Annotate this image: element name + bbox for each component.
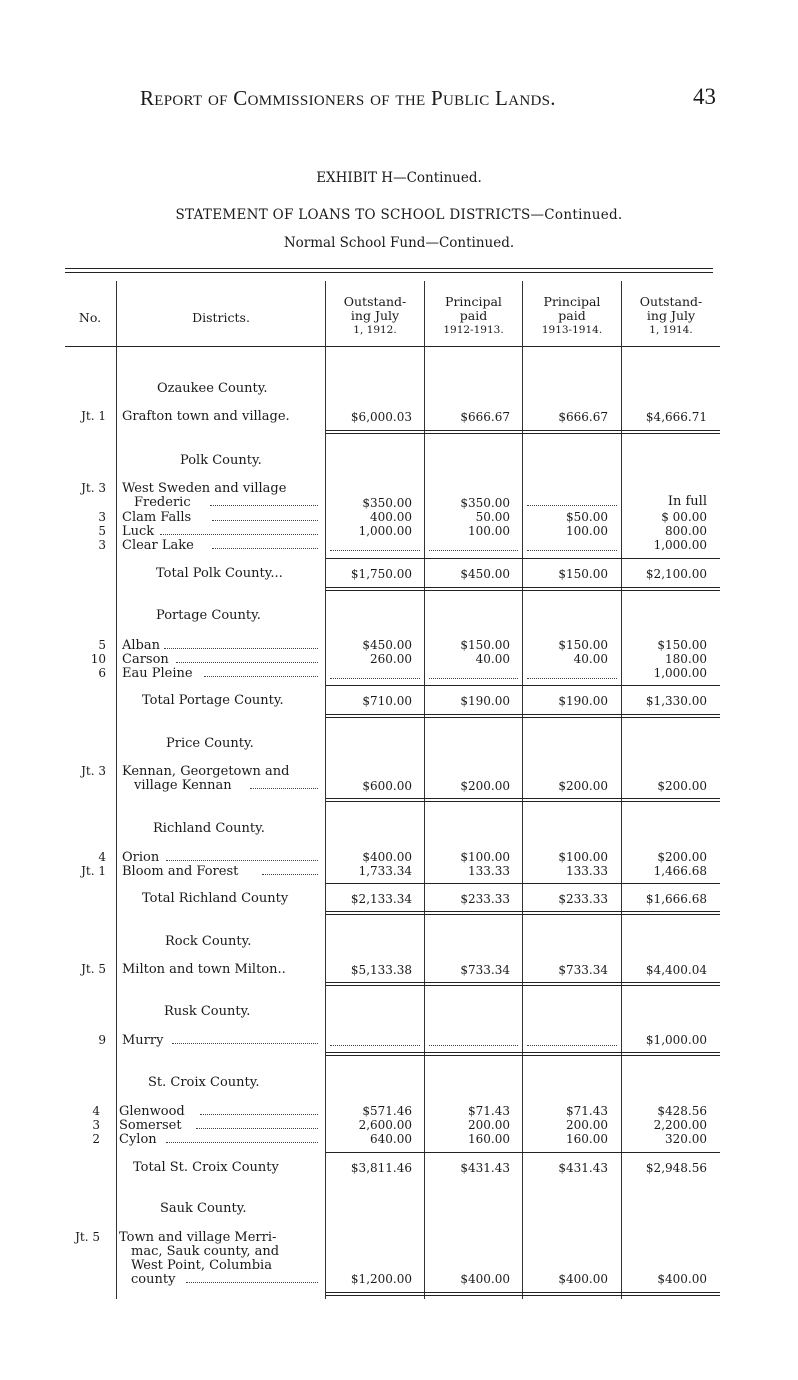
statement-title: STATEMENT OF LOANS TO SCHOOL DISTRICTS—Continued. [175, 207, 623, 223]
total-rule-top [326, 1152, 720, 1153]
total-label: Total Portage County. [142, 693, 284, 708]
district-name: Town and village Merri- [119, 1230, 277, 1245]
amount-paid1914: 100.00 [566, 524, 608, 538]
leader-dots [250, 788, 318, 789]
total-rule-top [326, 558, 720, 559]
district-number: 4 [98, 850, 106, 864]
district-name: Bloom and Forest [122, 864, 239, 879]
section-rule [326, 1055, 720, 1056]
amount-paid1913: $733.34 [460, 963, 510, 977]
amount-out1912: $6,000.03 [350, 410, 412, 424]
amount-out1912: $400.00 [362, 850, 412, 864]
amount-out1912: $1,200.00 [350, 1272, 412, 1286]
amount-paid1914: $200.00 [558, 779, 608, 793]
amount-out1914: $150.00 [657, 638, 707, 652]
district-number: Jt. 5 [75, 1230, 100, 1244]
section-rule [326, 717, 720, 718]
amount-out1912: $600.00 [362, 779, 412, 793]
leader-dots [200, 1114, 318, 1115]
district-number: Jt. 5 [81, 962, 106, 976]
total-out1912: $710.00 [362, 694, 412, 708]
leader-dots [196, 1128, 318, 1129]
total-out1914: $1,330.00 [645, 694, 707, 708]
district-name-cont: Frederic [134, 495, 191, 510]
section-rule [326, 914, 720, 915]
amount-paid1914: $71.43 [566, 1104, 608, 1118]
section-rule [326, 911, 720, 912]
section-rule [326, 985, 720, 986]
empty-dots [527, 505, 617, 506]
amount-out1912: 2,600.00 [358, 1118, 412, 1132]
district-name: Cylon [119, 1132, 157, 1147]
district-number: 6 [98, 666, 106, 680]
county-heading: Rusk County. [164, 1004, 251, 1019]
total-paid1913: $450.00 [460, 567, 510, 581]
district-name: West Sweden and village [122, 481, 287, 496]
amount-paid1913: 40.00 [475, 652, 510, 666]
district-name-cont: village Kennan [134, 778, 232, 793]
amount-paid1913: $350.00 [460, 496, 510, 510]
col-header-paid1914: Principal paid 1913-1914. [541, 294, 603, 336]
amount-out1912: $5,133.38 [350, 963, 412, 977]
total-paid1914: $150.00 [558, 567, 608, 581]
amount-paid1914: 200.00 [566, 1118, 608, 1132]
total-label: Total Richland County [142, 891, 289, 906]
leader-dots [212, 520, 318, 521]
section-rule [326, 587, 720, 588]
col-header-paid1913: Principal paid 1912-1913. [443, 294, 504, 336]
amount-out1912: 640.00 [370, 1132, 412, 1146]
empty-dots [429, 678, 518, 679]
district-name-cont: mac, Sauk county, and [131, 1244, 280, 1259]
section-rule [326, 798, 720, 799]
amount-out1914: 180.00 [665, 652, 707, 666]
amount-out1914: $4,400.04 [645, 963, 707, 977]
district-name: Orion [122, 850, 160, 865]
amount-paid1914: $666.67 [558, 410, 608, 424]
leader-dots [204, 676, 318, 677]
amount-out1912: $350.00 [362, 496, 412, 510]
district-name: Somerset [119, 1118, 182, 1133]
total-out1912: $3,811.46 [350, 1161, 412, 1175]
total-paid1913: $233.33 [460, 892, 510, 906]
district-name-cont: West Point, Columbia [131, 1258, 272, 1273]
leader-dots [166, 1142, 318, 1143]
empty-dots [330, 1045, 420, 1046]
amount-out1914: 1,466.68 [653, 864, 707, 878]
empty-dots [330, 678, 420, 679]
amount-out1914: In full [667, 494, 707, 509]
district-name: Kennan, Georgetown and [122, 764, 290, 779]
amount-out1912: 400.00 [370, 510, 412, 524]
amount-out1914: 800.00 [665, 524, 707, 538]
total-rule-top [326, 685, 720, 686]
district-number: 10 [90, 652, 106, 666]
district-name: Glenwood [119, 1104, 185, 1119]
amount-out1914: $200.00 [657, 850, 707, 864]
col-header-no: No. [78, 310, 102, 325]
total-paid1914: $233.33 [558, 892, 608, 906]
amount-paid1913: 133.33 [468, 864, 510, 878]
amount-out1914: $400.00 [657, 1272, 707, 1286]
leader-dots [172, 1043, 318, 1044]
amount-out1912: $450.00 [362, 638, 412, 652]
total-paid1914: $431.43 [558, 1161, 608, 1175]
section-rule [326, 801, 720, 802]
amount-out1912: 1,733.34 [358, 864, 412, 878]
district-number: 5 [98, 638, 106, 652]
section-rule [326, 714, 720, 715]
section-rule [326, 433, 720, 434]
amount-paid1914: $100.00 [558, 850, 608, 864]
total-paid1913: $431.43 [460, 1161, 510, 1175]
county-heading: Sauk County. [160, 1201, 247, 1216]
total-paid1913: $190.00 [460, 694, 510, 708]
leader-dots [262, 874, 318, 875]
col-divider-1 [116, 281, 117, 1299]
empty-dots [527, 550, 617, 551]
district-name: Clam Falls [122, 510, 192, 525]
district-name: Alban [122, 638, 160, 653]
amount-paid1913: 100.00 [468, 524, 510, 538]
amount-paid1913: 160.00 [468, 1132, 510, 1146]
amount-paid1913: $666.67 [460, 410, 510, 424]
leader-dots [186, 1282, 318, 1283]
county-heading: Ozaukee County. [157, 381, 268, 396]
fund-title: Normal School Fund—Continued. [283, 235, 515, 251]
total-out1914: $2,948.56 [645, 1161, 707, 1175]
section-rule [326, 1052, 720, 1053]
district-number: 3 [98, 510, 106, 524]
col-header-out1912: Outstand- ing July 1, 1912. [343, 294, 407, 336]
district-number: Jt. 3 [81, 481, 106, 495]
amount-paid1914: $150.00 [558, 638, 608, 652]
amount-out1914: $ 00.00 [661, 510, 707, 524]
county-heading: Price County. [166, 736, 254, 751]
table-top-rule-2 [65, 272, 713, 273]
empty-dots [429, 550, 518, 551]
district-number: Jt. 1 [81, 864, 106, 878]
district-name: Milton and town Milton.. [122, 962, 286, 977]
col-header-out1914: Outstand- ing July 1, 1914. [639, 294, 703, 336]
district-name: Grafton town and village. [122, 409, 290, 424]
amount-paid1913: $400.00 [460, 1272, 510, 1286]
county-heading: St. Croix County. [148, 1075, 260, 1090]
amount-paid1914: 160.00 [566, 1132, 608, 1146]
leader-dots [160, 534, 318, 535]
district-number: 9 [98, 1033, 106, 1047]
total-out1914: $2,100.00 [645, 567, 707, 581]
amount-out1914: $1,000.00 [645, 1033, 707, 1047]
total-label: Total St. Croix County [133, 1160, 279, 1175]
amount-out1914: 1,000.00 [653, 538, 707, 552]
section-rule [326, 982, 720, 983]
county-heading: Portage County. [156, 608, 261, 623]
county-heading: Rock County. [165, 934, 252, 949]
district-number: 2 [92, 1132, 100, 1146]
district-number: 3 [98, 538, 106, 552]
total-out1912: $2,133.34 [350, 892, 412, 906]
amount-out1914: 2,200.00 [653, 1118, 707, 1132]
district-name: Luck [122, 524, 155, 539]
exhibit-title: EXHIBIT H—Continued. [316, 170, 482, 186]
amount-out1914: 320.00 [665, 1132, 707, 1146]
total-out1912: $1,750.00 [350, 567, 412, 581]
running-title: Report of Commissioners of the Public Lands. [140, 86, 556, 110]
section-rule [326, 430, 720, 431]
district-number: 5 [98, 524, 106, 538]
county-heading: Polk County. [180, 453, 262, 468]
leader-dots [166, 860, 318, 861]
amount-paid1914: $400.00 [558, 1272, 608, 1286]
amount-out1912: $571.46 [362, 1104, 412, 1118]
leader-dots [164, 648, 318, 649]
amount-paid1913: 50.00 [475, 510, 510, 524]
total-out1914: $1,666.68 [645, 892, 707, 906]
empty-dots [527, 678, 617, 679]
district-name: Carson [122, 652, 169, 667]
amount-out1912: 1,000.00 [358, 524, 412, 538]
amount-paid1914: 133.33 [566, 864, 608, 878]
amount-paid1914: 40.00 [573, 652, 608, 666]
total-rule-top [326, 883, 720, 884]
amount-paid1913: 200.00 [468, 1118, 510, 1132]
section-rule [326, 1295, 720, 1296]
leader-dots [176, 662, 318, 663]
district-number: Jt. 3 [81, 764, 106, 778]
empty-dots [527, 1045, 617, 1046]
amount-out1914: $4,666.71 [645, 410, 707, 424]
amount-paid1913: $200.00 [460, 779, 510, 793]
table-top-rule [65, 268, 713, 269]
total-paid1914: $190.00 [558, 694, 608, 708]
amount-paid1914: $733.34 [558, 963, 608, 977]
section-rule [326, 1292, 720, 1293]
col-header-districts: Districts. [192, 310, 250, 325]
empty-dots [429, 1045, 518, 1046]
district-name: Murry [122, 1033, 164, 1048]
section-rule [326, 590, 720, 591]
district-number: 4 [92, 1104, 100, 1118]
amount-paid1913: $100.00 [460, 850, 510, 864]
amount-paid1913: $71.43 [468, 1104, 510, 1118]
leader-dots [212, 548, 318, 549]
amount-out1914: $428.56 [657, 1104, 707, 1118]
total-label: Total Polk County... [156, 566, 283, 581]
amount-paid1913: $150.00 [460, 638, 510, 652]
amount-out1912: 260.00 [370, 652, 412, 666]
district-name: Clear Lake [122, 538, 194, 553]
amount-out1914: 1,000.00 [653, 666, 707, 680]
district-number: Jt. 1 [81, 409, 106, 423]
amount-paid1914: $50.00 [566, 510, 608, 524]
amount-out1914: $200.00 [657, 779, 707, 793]
empty-dots [330, 550, 420, 551]
page-number: 43 [693, 84, 716, 109]
district-name-cont: county [131, 1272, 176, 1287]
district-number: 3 [92, 1118, 100, 1132]
district-name: Eau Pleine [122, 666, 193, 681]
county-heading: Richland County. [153, 821, 265, 836]
leader-dots [210, 505, 318, 506]
